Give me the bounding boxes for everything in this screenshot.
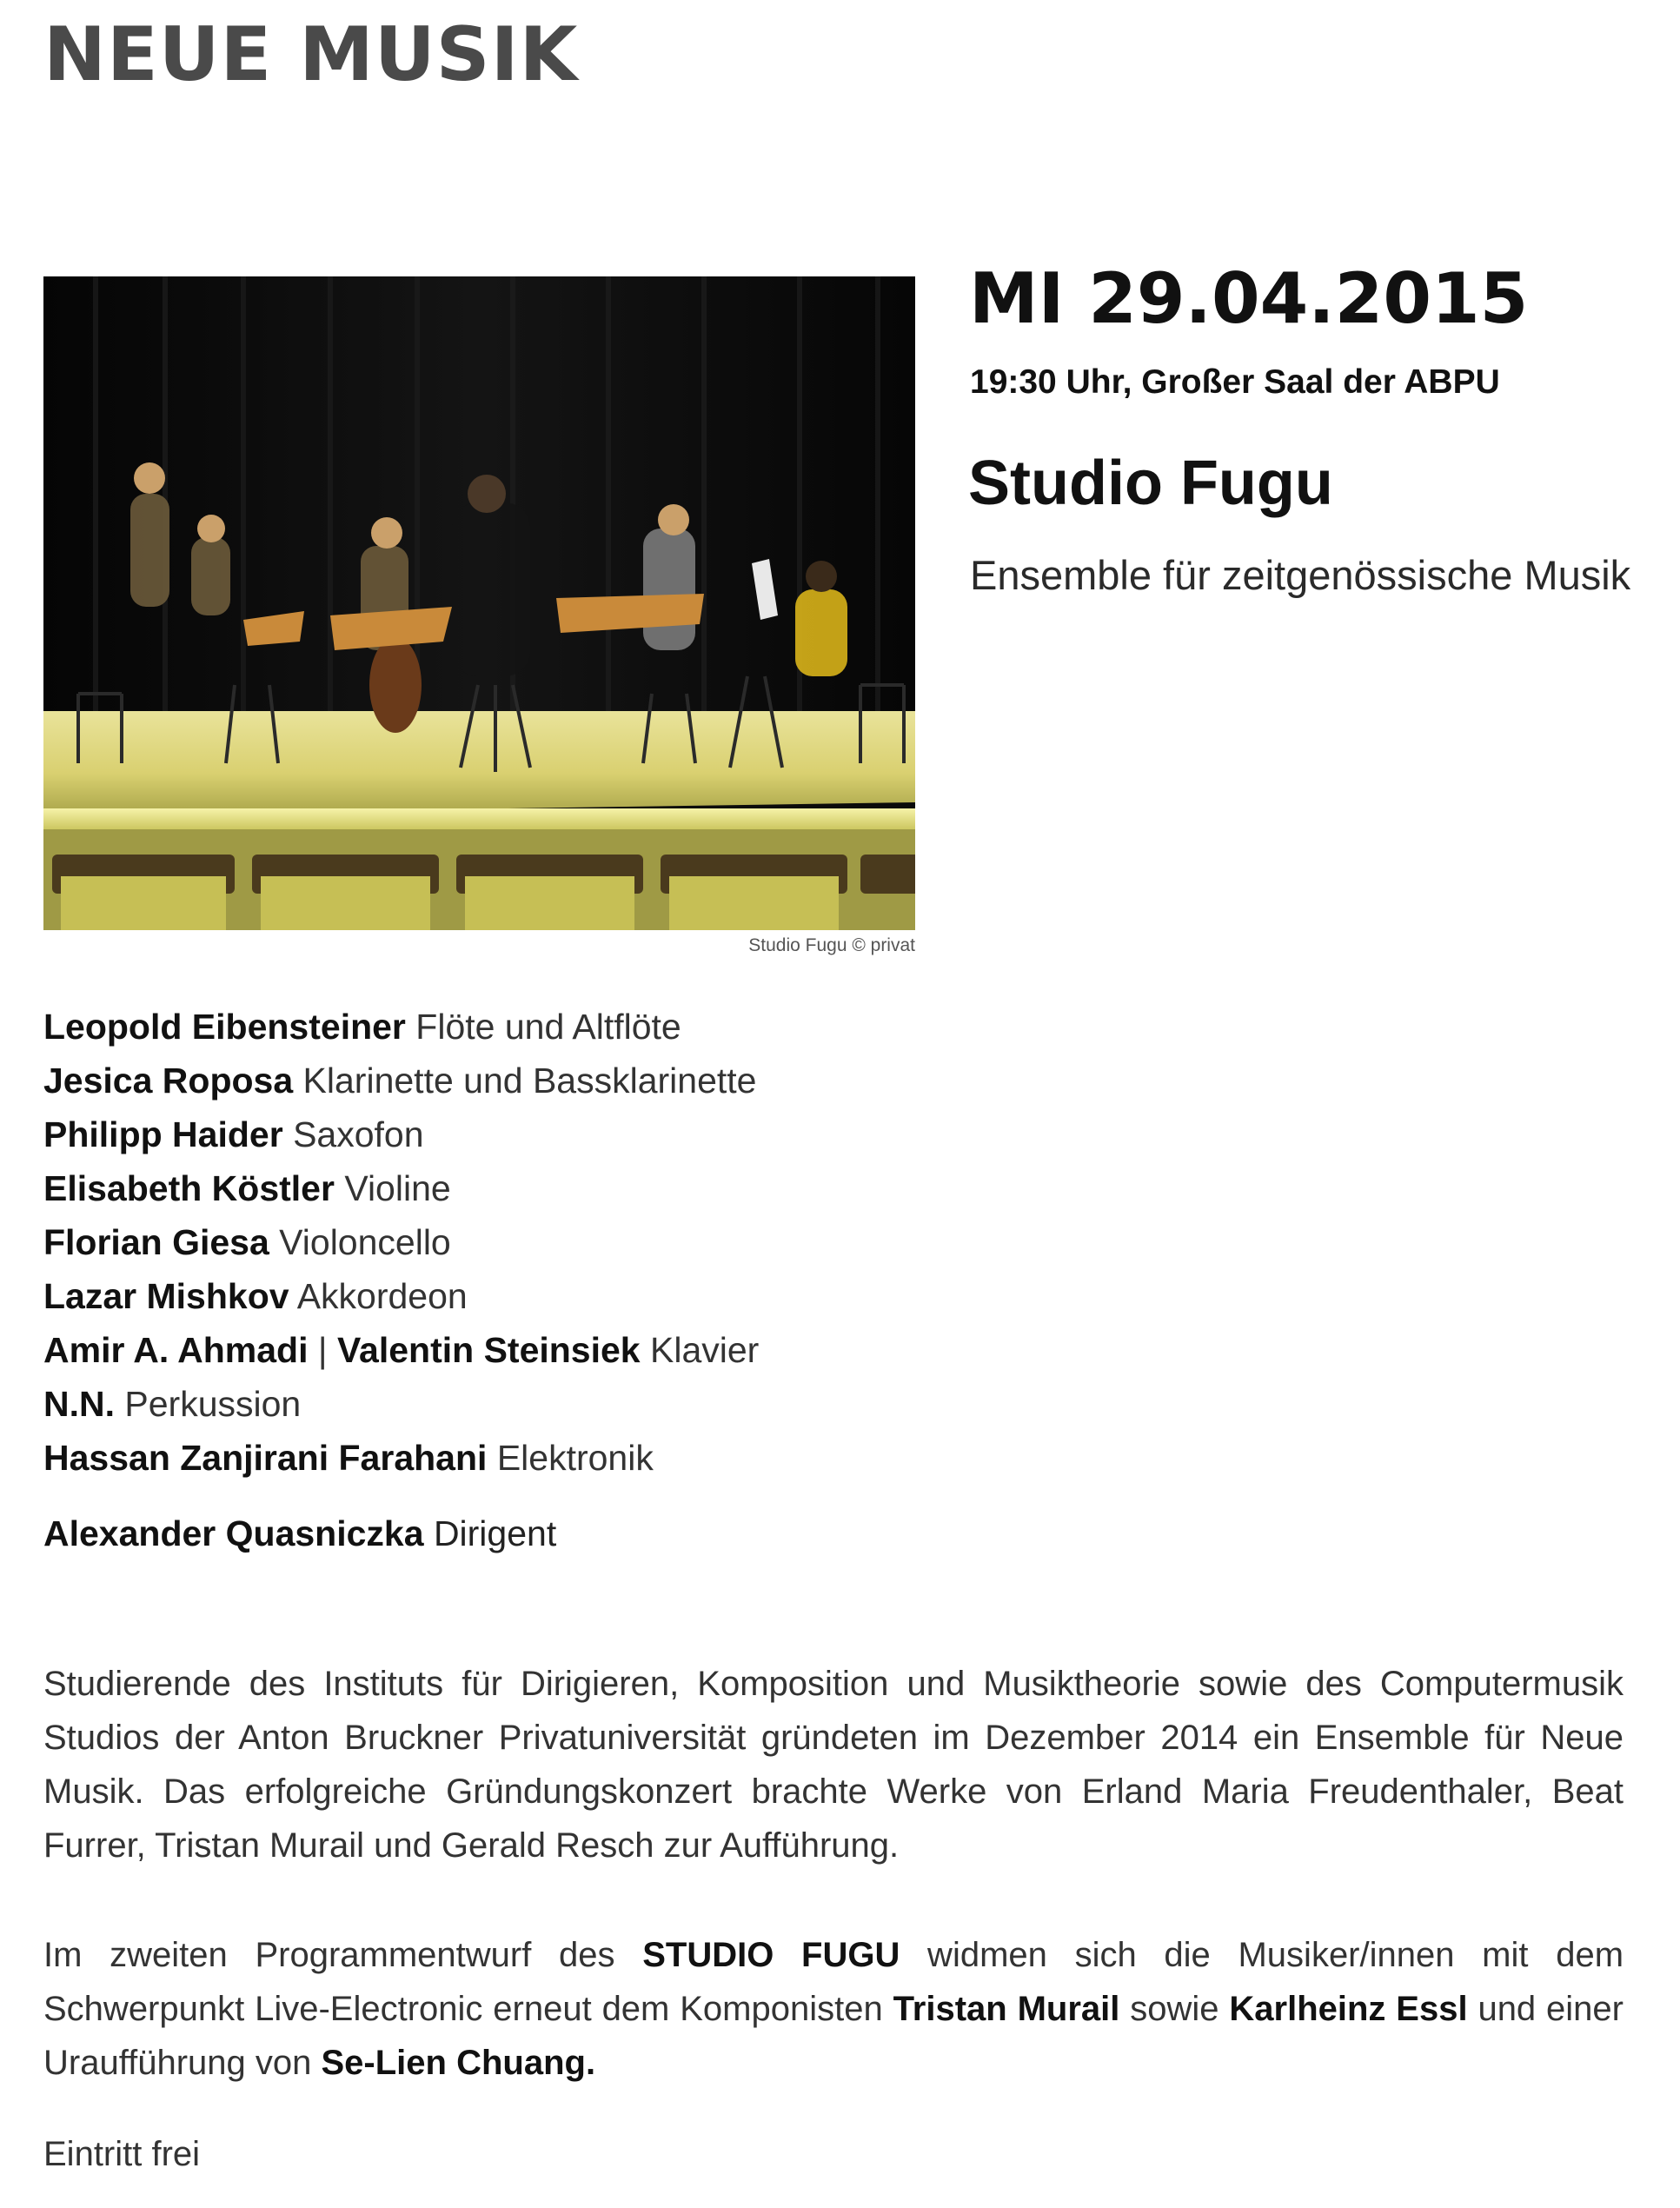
ensemble-name-highlight: STUDIO FUGU: [642, 1936, 900, 1974]
performer-name: Philipp Haider: [43, 1114, 283, 1154]
performer-row: [43, 1431, 759, 1485]
performer-row: [43, 1107, 759, 1161]
performer-row: [43, 1215, 759, 1269]
section-heading: NEUE MUSIK: [43, 11, 579, 98]
composer-name-highlight: Karlheinz Essl: [1229, 1990, 1468, 2028]
composer-name-highlight: Tristan Murail: [893, 1990, 1120, 2028]
conductor-name: Alexander Quasniczka: [43, 1513, 424, 1553]
ensemble-photo: [43, 276, 915, 930]
admission-note: Eintritt frei: [43, 2135, 201, 2173]
description-paragraph-1: Studierende des Instituts für Dirigieren, Komposition und Musiktheorie sowie des Computermusik Studios der Anton Bruckner Privatuniversität gründeten im Dezember 2014 ein Ensemble für Neue Musik. Das erfolgreiche Gründungskonzert brachte Werke von Erland Maria Freudenthaler, Beat Furrer, Tristan Murail und Gerald Resch zur Aufführung.: [43, 1665, 1624, 1865]
performer-list: [43, 1000, 759, 1485]
paragraph-text: widmen sich die Musiker/innen mit dem Schwerpunkt Live-Electronic erneut dem Komponisten: [43, 1936, 1624, 2028]
performer-instrument: Klarinette und Bassklarinette: [302, 1061, 757, 1101]
performer-row: [43, 1269, 759, 1323]
performer-instrument: Elektronik: [496, 1438, 654, 1478]
performer-instrument: Perkussion: [124, 1384, 302, 1424]
conductor-role: Dirigent: [433, 1513, 557, 1553]
conductor-row: [43, 1506, 556, 1560]
composer-name-highlight: Se-Lien Chuang.: [321, 2044, 596, 2082]
performer-instrument: Saxofon: [293, 1114, 424, 1154]
performer-name: N.N.: [43, 1384, 115, 1424]
event-time-venue: 19:30 Uhr, Großer Saal der ABPU: [970, 363, 1500, 401]
performer-name: Florian Giesa: [43, 1222, 269, 1262]
performer-row: [43, 1323, 759, 1377]
performer-name: Jesica Roposa: [43, 1061, 294, 1101]
performer-name: Amir A. Ahmadi: [43, 1330, 309, 1370]
photo-credit: Studio Fugu © privat: [748, 935, 915, 955]
performer-instrument: Klavier: [650, 1330, 760, 1370]
paragraph-text: sowie: [1119, 1990, 1230, 2028]
event-date: MI 29.04.2015: [969, 258, 1529, 339]
event-title: Studio Fugu: [968, 449, 1333, 518]
performer-row: [43, 1377, 759, 1431]
paragraph-text: und einer Uraufführung von: [43, 1990, 1624, 2082]
performer-name: Leopold Eibensteiner: [43, 1007, 406, 1047]
performer-instrument: Violoncello: [279, 1222, 451, 1262]
ensemble-photo-illustration: [43, 276, 915, 930]
performer-separator: |: [317, 1330, 328, 1370]
performer-row: [43, 1054, 759, 1107]
performer-instrument: Violine: [344, 1168, 451, 1208]
performer-name: Elisabeth Köstler: [43, 1168, 335, 1208]
performer-instrument: Akkordeon: [296, 1276, 468, 1316]
description-paragraph-2: [43, 1928, 1624, 2090]
performer-name: Valentin Steinsiek: [336, 1330, 641, 1370]
paragraph-text: Im zweiten Programmentwurf des: [43, 1936, 643, 1974]
performer-name: Lazar Mishkov: [43, 1276, 289, 1316]
performer-instrument: Flöte und Altflöte: [415, 1007, 681, 1047]
performer-row: [43, 1161, 759, 1215]
performer-name: Hassan Zanjirani Farahani: [43, 1438, 488, 1478]
event-subtitle: Ensemble für zeitgenössische Musik: [970, 552, 1631, 598]
performer-row: [43, 1000, 759, 1054]
